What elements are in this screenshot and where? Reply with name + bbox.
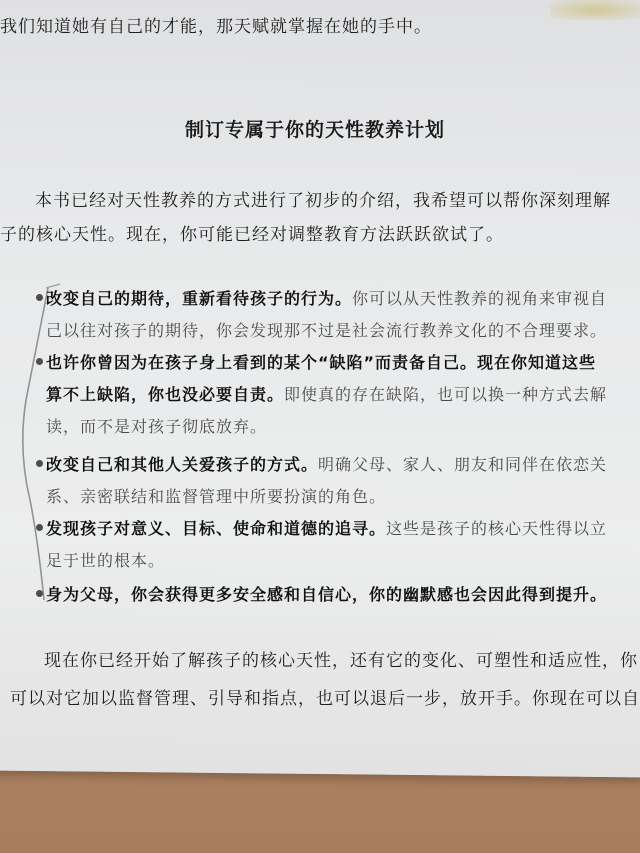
bullet-plain-text: 足于世的根本。: [46, 551, 166, 570]
bullet-line: [46, 452, 607, 475]
bullet-bold-text: 算不上缺陷，你也没必要自责。: [46, 385, 285, 404]
bullet-bold-text: 改变自己的期待，重新看待孩子的行为。: [46, 289, 353, 308]
bullet-bold-text: 改变自己和其他人关爱孩子的方式。: [46, 455, 319, 474]
bullet-dot-icon: [36, 524, 43, 531]
bullet-plain-text: 明确父母、家人、朋友和同伴在依恋关: [318, 455, 608, 474]
bullet-plain-text: 即使真的存在缺陷，也可以换一种方式去解: [284, 385, 608, 404]
bullet-line: [46, 318, 607, 341]
bullet-line: [46, 516, 607, 539]
bullet-dot-icon: [36, 460, 43, 467]
bullet-line: [46, 582, 607, 605]
bullet-dot-icon: [36, 358, 43, 365]
bullet-plain-text: 这些是孩子的核心天性得以立: [386, 519, 608, 538]
bullet-bold-text: 发现孩子对意义、目标、使命和道德的追寻。: [46, 519, 387, 538]
bullet-bold-text: 也许你曾因为在孩子身上看到的某个“缺陷”而责备自己。现在你知道这些: [46, 353, 597, 372]
bullet-plain-text: 你可以从天性教养的视角来审视自: [352, 289, 608, 308]
bullet-dot-icon: [36, 590, 43, 597]
intro-line-1: 本书已经对天性教养的方式进行了初步的介绍，我希望可以帮你深刻理解: [35, 191, 611, 211]
bullet-line: [46, 286, 607, 309]
bullet-line: [46, 382, 607, 405]
top-line: 我们知道她有自己的才能，那天赋就掌握在她的手中。: [0, 17, 432, 37]
outro-line-1: 现在你已经开始了解孩子的核心天性，还有它的变化、可塑性和适应性，你: [44, 651, 638, 671]
bullet-plain-text: 读，而不是对孩子彻底放弃。: [46, 417, 268, 436]
bullet-line: [46, 350, 596, 373]
section-title: 制订专属于你的天性教养计划: [185, 119, 446, 141]
bullet-plain-text: 己以往对孩子的期待，你会发现那不过是社会流行教养文化的不合理要求。: [46, 321, 608, 340]
bullet-line: [46, 414, 267, 437]
bullet-plain-text: 系、亲密联结和监督管理中所要扮演的角色。: [46, 487, 387, 506]
bullet-line: [46, 548, 165, 571]
intro-line-2: 子的核心天性。现在，你可能已经对调整教育方法跃跃欲试了。: [0, 225, 504, 245]
bullet-dot-icon: [36, 294, 43, 301]
outro-line-2: 可以对它加以监督管理、引导和指点，也可以退后一步，放开手。你现在可以自: [10, 689, 640, 709]
bullet-bold-text: 身为父母，你会获得更多安全感和自信心，你的幽默感也会因此得到提升。: [46, 585, 608, 604]
bullet-line: [46, 484, 386, 507]
